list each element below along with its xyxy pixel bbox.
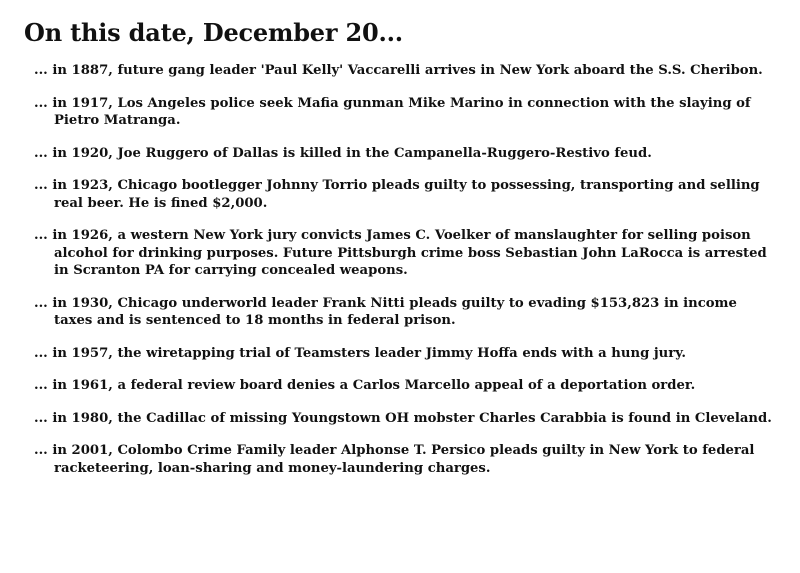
page-title: On this date, December 20... <box>24 18 403 47</box>
list-item: ... in 1930, Chicago underworld leader Frank Nitti pleads guilty to evading $153,823 in income taxes and is sentenced to 18 months in federal prison. <box>34 295 737 328</box>
list-item: ... in 1926, a western New York jury convicts James C. Voelker of manslaughter for selling poison alcohol for drinking purposes. Future Pittsburgh crime boss Sebastian John LaRocca is arrested in Scranton PA for carrying concealed weapons. <box>34 228 767 278</box>
list-item: ... in 1961, a federal review board denies a Carlos Marcello appeal of a deportation order. <box>34 378 696 393</box>
list-item: ... in 1917, Los Angeles police seek Mafia gunman Mike Marino in connection with the slaying of Pietro Matranga. <box>34 95 751 128</box>
list-item: ... in 1887, future gang leader 'Paul Kelly' Vaccarelli arrives in New York aboard the S.S. Cheribon. <box>34 63 763 78</box>
list-item: ... in 2001, Colombo Crime Family leader Alphonse T. Persico pleads guilty in New York to federal racketeering, loan-sharing and money-laundering charges. <box>34 443 755 476</box>
list-item: ... in 1980, the Cadillac of missing Youngstown OH mobster Charles Carabbia is found in Cleveland. <box>34 410 772 426</box>
entry-list <box>24 62 770 477</box>
list-item: ... in 1923, Chicago bootlegger Johnny Torrio pleads guilty to possessing, transporting and selling real beer. He is fined $2,000. <box>34 178 760 211</box>
list-item: ... in 1957, the wiretapping trial of Teamsters leader Jimmy Hoffa ends with a hung jury. <box>34 345 686 361</box>
list-item: ... in 1920, Joe Ruggero of Dallas is killed in the Campanella-Ruggero-Restivo feud. <box>34 145 652 161</box>
